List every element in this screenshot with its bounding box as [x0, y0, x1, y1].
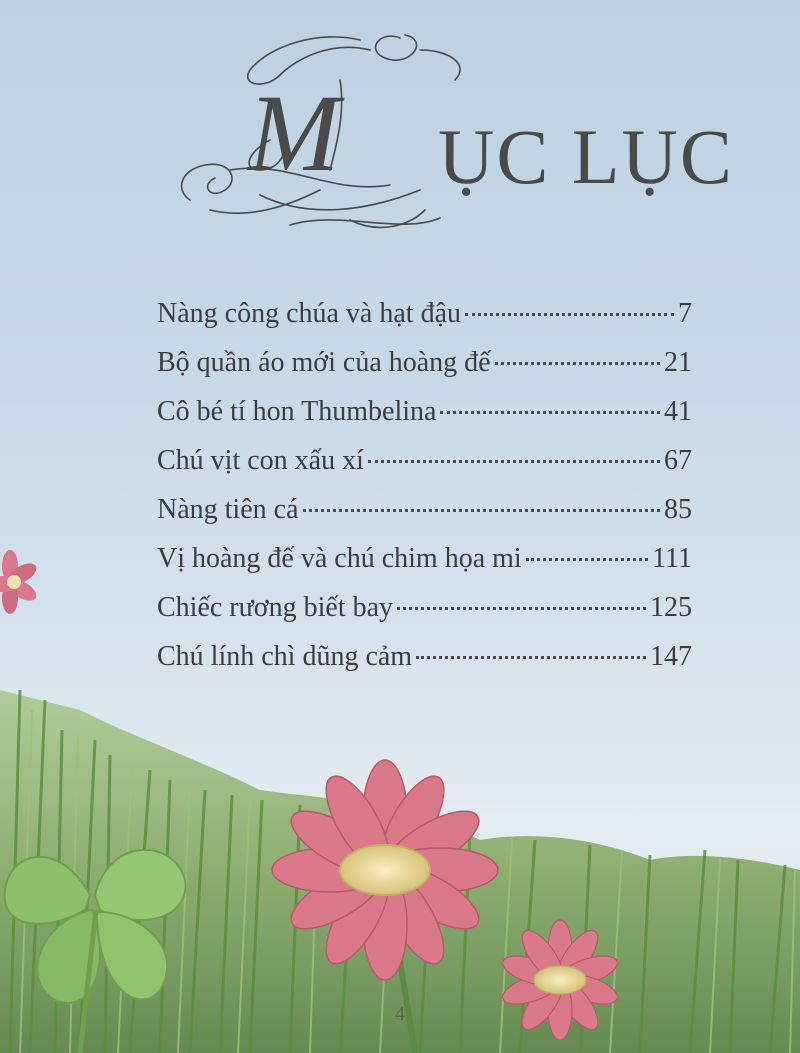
small-flower-left: [0, 550, 40, 614]
title-text: ỤC LỤC: [438, 113, 734, 200]
toc-entry-page: 147: [650, 641, 692, 672]
toc-entry-title: Nàng tiên cá: [157, 494, 299, 525]
toc-entry-title: Chiếc rương biết bay: [157, 592, 394, 623]
toc-entry-title: Bộ quần áo mới của hoàng đế: [157, 347, 491, 378]
toc-entry-title: Cô bé tí hon Thumbelina: [157, 396, 437, 427]
toc-entry[interactable]: [157, 396, 692, 445]
dot-leader: [465, 313, 674, 316]
toc-entry-page: 67: [664, 445, 692, 476]
toc-entry-page: 41: [664, 396, 692, 427]
toc-entry-page: 21: [664, 347, 692, 378]
toc-entry-title: Chú vịt con xấu xí: [157, 445, 364, 476]
dot-leader: [495, 362, 660, 365]
toc-entry-page: 111: [652, 543, 692, 574]
dot-leader: [303, 509, 661, 512]
toc-entry[interactable]: [157, 298, 692, 347]
toc-entry-page: 85: [664, 494, 692, 525]
toc-entry[interactable]: [157, 347, 692, 396]
toc-entry-page: 7: [678, 298, 692, 329]
page-title: [170, 20, 734, 250]
toc-entry-title: Vị hoàng đế và chú chim họa mi: [157, 543, 522, 574]
toc-entry[interactable]: [157, 494, 692, 543]
toc-entry-page: 125: [650, 592, 692, 623]
toc-entry[interactable]: [157, 445, 692, 494]
title-script-letter: M: [248, 72, 340, 194]
dot-leader: [368, 460, 660, 463]
page-number: 4: [395, 1003, 405, 1025]
dot-leader: [440, 411, 660, 414]
meadow-illustration: [0, 540, 800, 1053]
toc-entry-title: Chú lính chì dũng cảm: [157, 641, 413, 672]
toc-entry-title: Nàng công chúa và hạt đậu: [157, 298, 461, 329]
